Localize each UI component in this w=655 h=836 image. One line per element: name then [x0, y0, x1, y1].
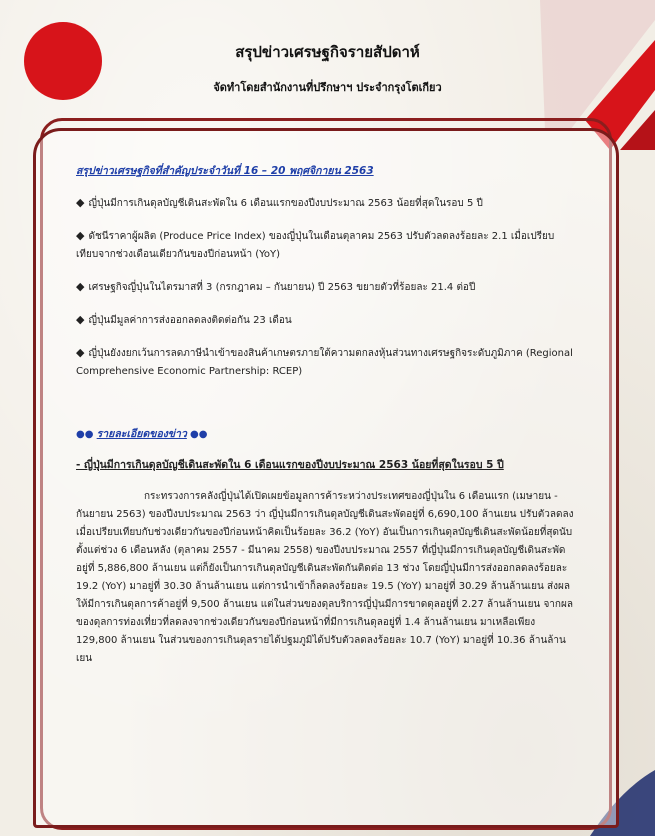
bullet-dots-icon: ●●	[76, 429, 94, 440]
summary-bullet: ◆ ดัชนีราคาผู้ผลิต (Produce Price Index) ของญี่ปุ่นในเดือนตุลาคม 2563 ปรับตัวลดลงร้อยละ 2.1 เมื่อเปรียบเทียบจากช่วงเดือนเดียวกันของปีก่อนหน้า (YoY)	[76, 229, 555, 260]
news-title: - ญี่ปุ่นมีการเกินดุลบัญชีเดินสะพัดใน 6 เดือนแรกของปีงบประมาณ 2563 น้อยที่สุดในรอบ 5 ปี	[76, 459, 504, 471]
summary-bullet: ◆ เศรษฐกิจญี่ปุ่นในไตรมาสที่ 3 (กรกฎาคม – กันยายน) ปี 2563 ขยายตัวที่ร้อยละ 21.4 ต่อปี	[76, 280, 476, 293]
diamond-bullet-icon: ◆	[76, 196, 85, 209]
summary-bullet: ◆ ญี่ปุ่นมีการเกินดุลบัญชีเดินสะพัดใน 6 เดือนแรกของปีงบประมาณ 2563 น้อยที่สุดในรอบ 5 ปี	[76, 196, 483, 209]
content-body	[76, 162, 576, 668]
summary-bullet: ◆ ญี่ปุ่นมีมูลค่าการส่งออกลดลงติดต่อกัน 23 เดือน	[76, 313, 292, 326]
diamond-bullet-icon: ◆	[76, 313, 85, 326]
bullet-dots-icon: ●●	[190, 429, 208, 440]
details-heading[interactable]	[76, 425, 576, 444]
details-heading-label: รายละเอียดของข่าว	[96, 428, 187, 440]
news-paragraph: กระทรวงการคลังญี่ปุ่นได้เปิดเผยข้อมูลการค้าระหว่างประเทศของญี่ปุ่นใน 6 เดือนแรก (เมษายน - กันยายน 2563) ของปีงบประมาณ 2563 ว่า ญี่ปุ่นมีการเกินดุลบัญชีเดินสะพัดอยู่ที่ 6,690,100 ล้านเยน ปรับตัวลดลงเมื่อเปรียบเทียบกับช่วงเดียวกันของปีก่อนหน้าคิดเป็นร้อยละ 36.2 (YoY) อันเป็นการเกินดุลบัญชีเดินสะพัดน้อยที่สุดนับตั้งแต่ช่วง 6 เดือนหลัง (ตุลาคม 2557 - มีนาคม 2558) ของปีงบประมาณ 2557 ที่ญี่ปุ่นมีการเกินดุลบัญชีเดินสะพัดอยู่ที่ 5,886,800 ล้านเยน แต่ก็ยังเป็นการเกินดุลบัญชีเดินสะพัดกันติดต่อ 13 ช่วง โดยญี่ปุ่นมีการส่งออกลดลงร้อยละ 19.2 (YoY) มาอยู่ที่ 30.30 ล้านล้านเยน แต่การนำเข้าก็ลดลงร้อยละ 19.5 (YoY) มาอยู่ที่ 30.29 ล้านล้านเยน ส่งผลให้มีการเกินดุลการค้าอยู่ที่ 9,500 ล้านเยน แต่ในส่วนของดุลบริการญี่ปุ่นมีการขาดดุลอยู่ที่ 2.27 ล้านล้านเยน จากผลของดุลการท่องเที่ยวที่ลดลงจากช่วงเดียวกันของปีก่อนหน้าที่มีการเกินดุลอยู่ที่ 1.4 ล้านล้านเยน มาเหลือเพียง 129,800 ล้านเยน ในส่วนของการเกินดุลรายได้ปฐมภูมิได้ปรับตัวลดลงร้อยละ 10.7 (YoY) มาอยู่ที่ 10.36 ล้านล้านเยน	[76, 491, 574, 664]
diamond-bullet-icon: ◆	[76, 346, 85, 359]
summary-heading[interactable]: สรุปข่าวเศรษฐกิจที่สำคัญประจำวันที่ 16 – 20 พฤศจิกายน 2563	[76, 165, 374, 177]
diamond-bullet-icon: ◆	[76, 280, 85, 293]
diamond-bullet-icon: ◆	[76, 229, 85, 242]
page-header	[0, 40, 655, 96]
page-title: สรุปข่าวเศรษฐกิจรายสัปดาห์	[235, 43, 420, 61]
page-subtitle: จัดทำโดยสำนักงานที่ปรึกษาฯ ประจำกรุงโตเกียว	[213, 81, 442, 94]
summary-bullet: ◆ ญี่ปุ่นยังงยกเว้นการลดภาษีนำเข้าของสินค้าเกษตรภายใต้ความตกลงหุ้นส่วนทางเศรษฐกิจระดับภูมิภาค (Regional Comprehensive Economic Partnership: RCEP)	[76, 346, 573, 377]
